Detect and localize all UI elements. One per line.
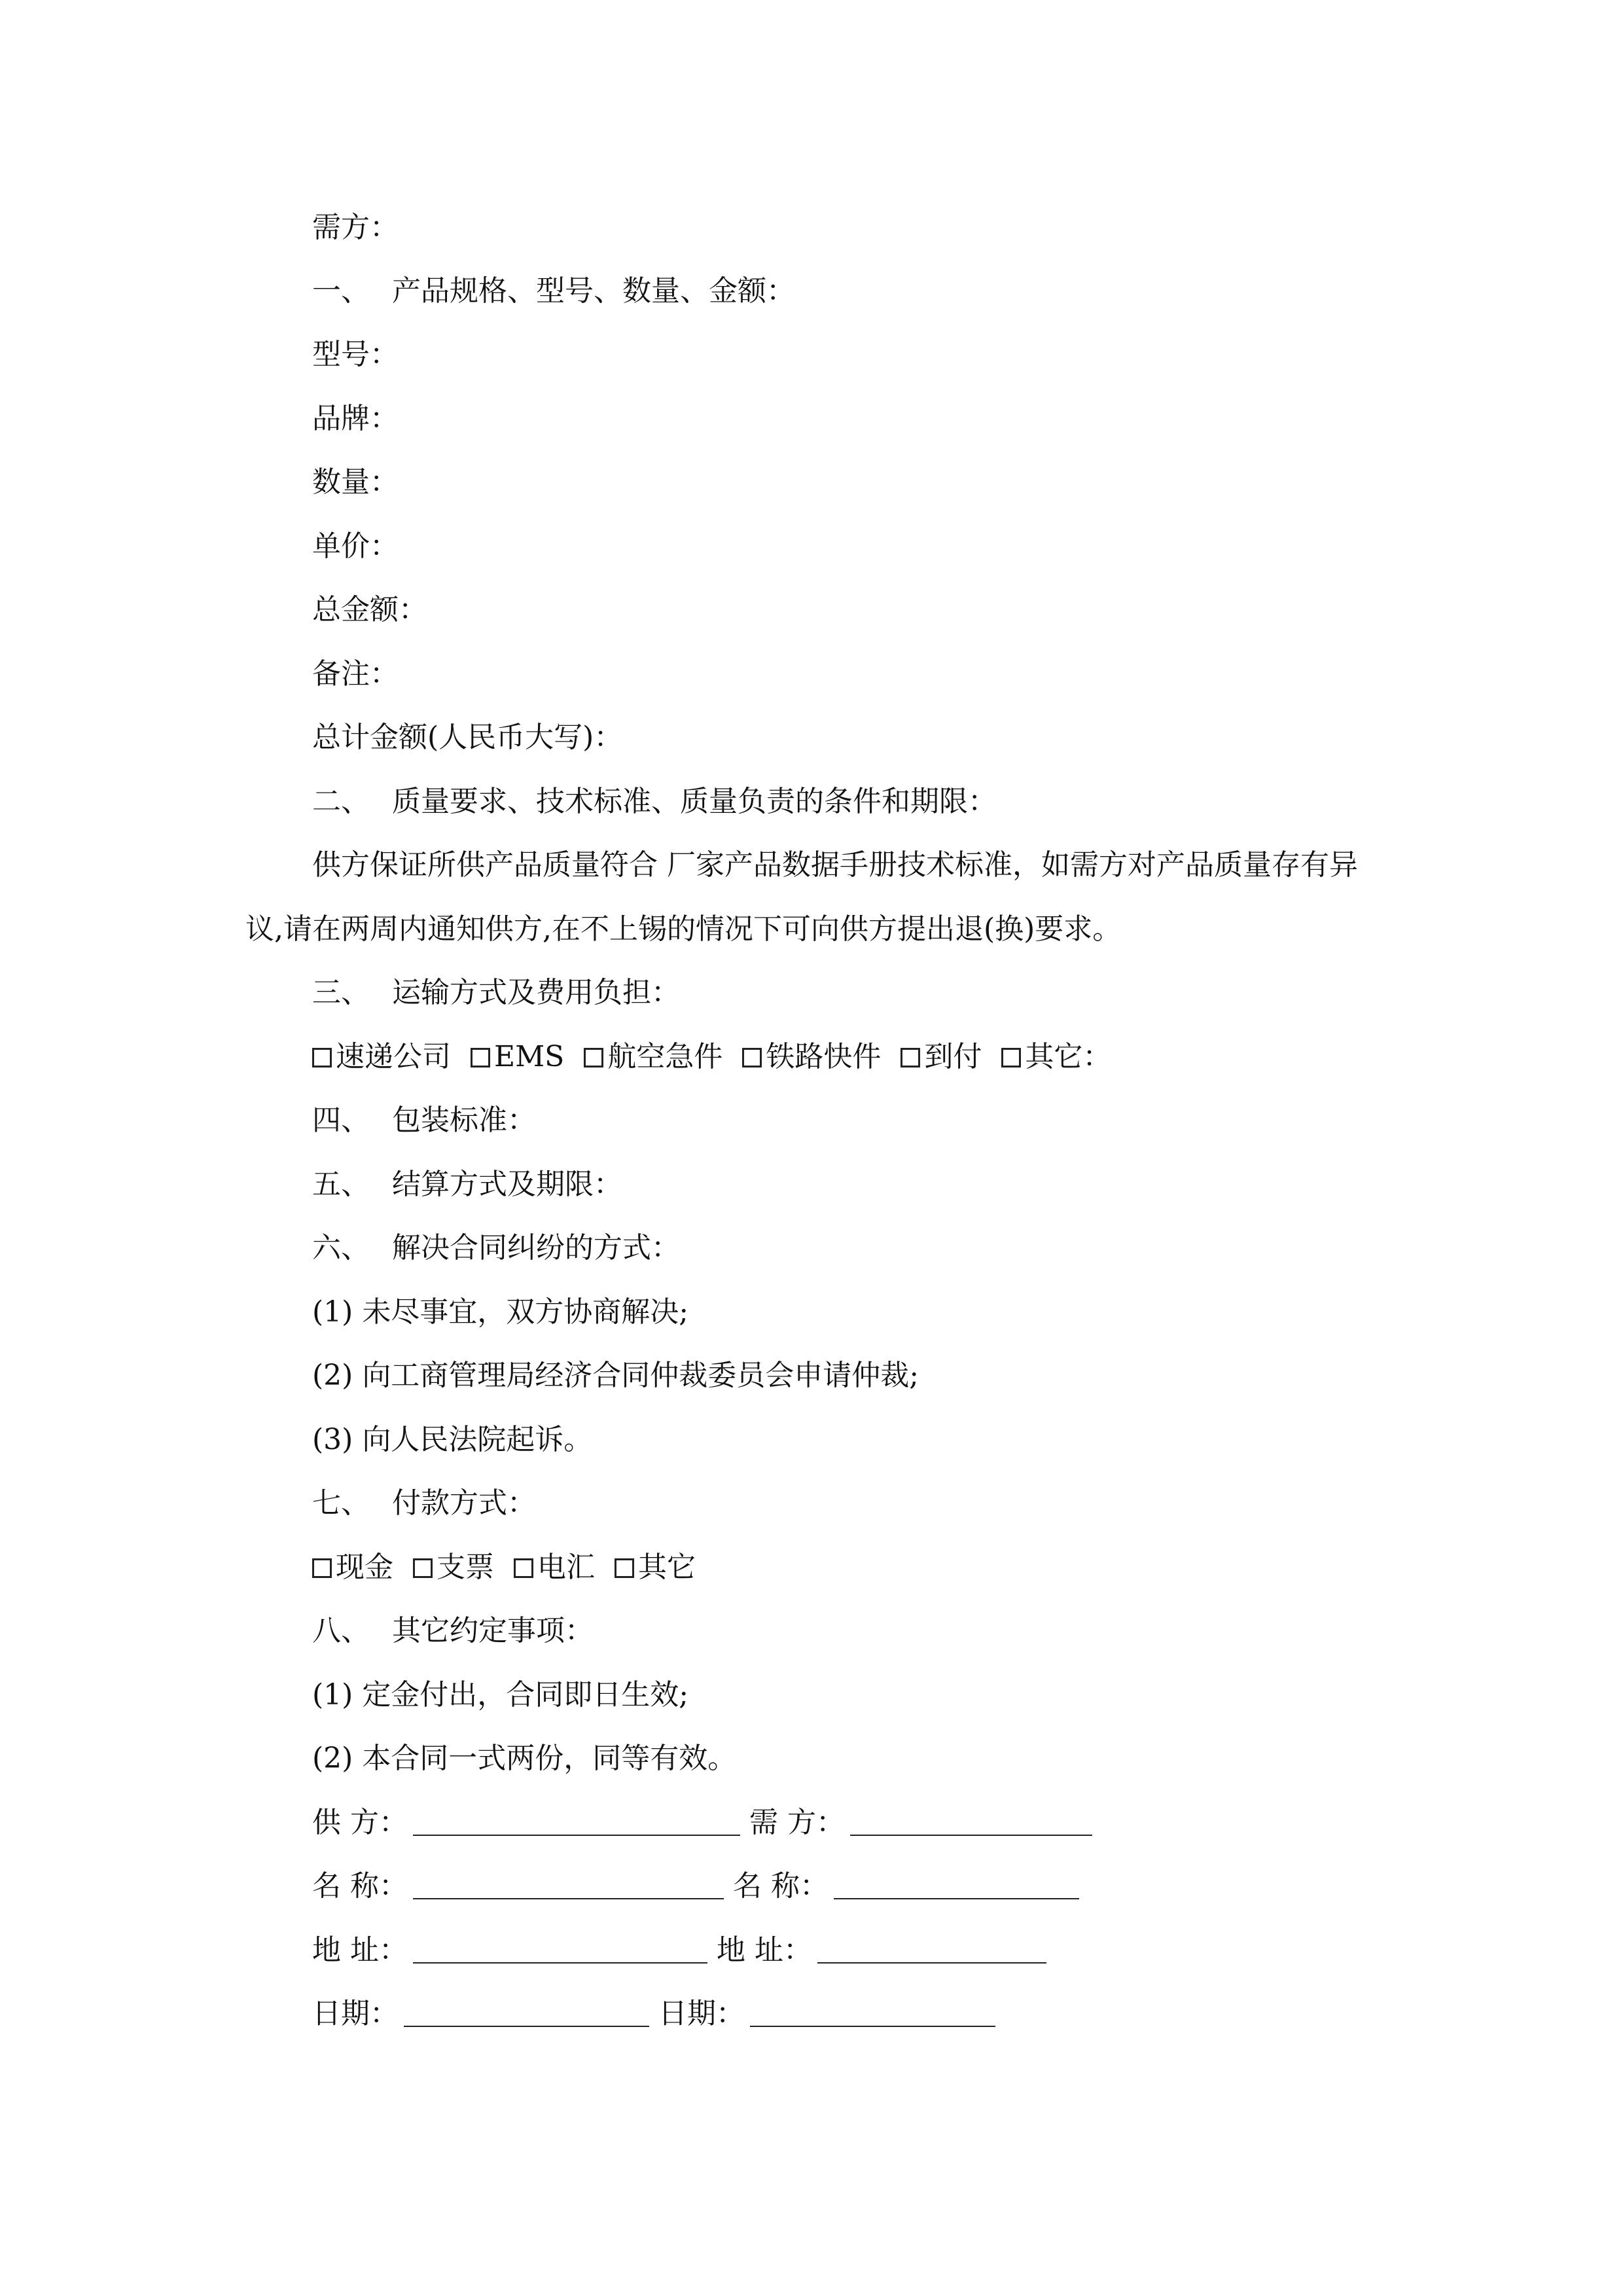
buyer-name-blank[interactable] (834, 1869, 1079, 1899)
dispute-item-1: (1) 未尽事宜，双方协商解决; (312, 1295, 689, 1329)
supplier-name-label: 名 称： (312, 1869, 408, 1903)
section-3-number: 三、 (312, 976, 370, 1009)
field-remarks: 备注： (312, 657, 399, 691)
section-8-title: 其它约定事项： (392, 1614, 594, 1647)
checkbox-icon[interactable] (312, 1048, 332, 1067)
buyer-date-blank[interactable] (750, 1997, 995, 2027)
field-unit-price: 单价： (312, 529, 399, 563)
section-2-number: 二、 (312, 785, 370, 818)
payment-option-cash[interactable]: 现金 (312, 1551, 393, 1584)
supplier-address-label: 地 址： (312, 1933, 408, 1967)
supplier-name-blank[interactable] (413, 1869, 724, 1899)
section-5-number: 五、 (312, 1168, 370, 1201)
field-quantity: 数量： (312, 465, 399, 499)
section-7-heading (312, 1484, 536, 1523)
checkbox-icon[interactable] (312, 1558, 332, 1578)
section-5-title: 结算方式及期限： (392, 1168, 622, 1201)
buyer-name-label: 名 称： (733, 1869, 829, 1903)
buyer-address-blank[interactable] (817, 1933, 1046, 1964)
buyer-line: 需方： (312, 211, 399, 244)
checkbox-icon[interactable] (742, 1048, 762, 1067)
section-2-heading (312, 782, 997, 821)
dispute-item-2: (2) 向工商管理局经济合同仲裁委员会申请仲裁; (312, 1359, 919, 1392)
field-brand: 品牌： (312, 402, 399, 435)
supplier-date-label: 日期： (312, 1997, 399, 2030)
other-item-2: (2) 本合同一式两份，同等有效。 (312, 1742, 737, 1775)
supplier-label: 供 方： (312, 1806, 408, 1839)
section-8-heading (312, 1611, 594, 1651)
buyer-label: 需 方： (749, 1806, 845, 1839)
payment-option-check[interactable]: 支票 (413, 1551, 494, 1584)
transport-option-courier[interactable]: 速递公司 (312, 1040, 451, 1073)
checkbox-icon[interactable] (901, 1048, 920, 1067)
transport-option-air-express[interactable]: 航空急件 (584, 1040, 722, 1073)
field-total-amount: 总金额： (312, 593, 427, 626)
section-3-heading (312, 973, 680, 1013)
buyer-blank[interactable] (850, 1806, 1092, 1836)
payment-options (312, 1548, 715, 1587)
supplier-address-blank[interactable] (413, 1933, 707, 1964)
section-7-title: 付款方式： (392, 1486, 536, 1520)
section-3-title: 运输方式及费用负担： (392, 976, 680, 1009)
section-6-number: 六、 (312, 1231, 370, 1265)
transport-option-other[interactable]: 其它： (1001, 1040, 1111, 1073)
signature-address-row (312, 1931, 1056, 1970)
section-1-heading (312, 272, 795, 311)
section-8-number: 八、 (312, 1614, 370, 1647)
checkbox-icon[interactable] (471, 1048, 490, 1067)
checkbox-icon[interactable] (514, 1558, 533, 1578)
signature-name-row (312, 1867, 1088, 1906)
payment-option-wire[interactable]: 电汇 (514, 1551, 595, 1584)
section-6-title: 解决合同纠纷的方式： (392, 1231, 680, 1265)
section-5-heading (312, 1165, 622, 1204)
checkbox-icon[interactable] (584, 1048, 603, 1067)
field-grand-total-rmb: 总计金额(人民币大写)： (312, 721, 623, 754)
checkbox-icon[interactable] (1001, 1048, 1021, 1067)
transport-option-rail-express[interactable]: 铁路快件 (742, 1040, 881, 1073)
quality-paragraph: 供方保证所供产品质量符合 厂家产品数据手册技术标准，如需方对产品质量存有异议,请在两周内通知供方,在不上锡的情况下可向供方提出退(换)要求。 (245, 848, 1358, 946)
supplier-date-blank[interactable] (404, 1997, 649, 2027)
field-model: 型号： (312, 338, 399, 371)
checkbox-icon[interactable] (615, 1558, 634, 1578)
transport-option-ems[interactable]: EMS (471, 1040, 564, 1073)
payment-option-other[interactable]: 其它 (615, 1551, 696, 1584)
signature-party-row (312, 1803, 1101, 1842)
section-6-heading (312, 1229, 680, 1268)
section-4-number: 四、 (312, 1103, 370, 1137)
section-1-title: 产品规格、型号、数量、金额： (392, 274, 795, 308)
section-4-heading (312, 1101, 536, 1140)
buyer-date-label: 日期： (658, 1997, 745, 2030)
section-2-title: 质量要求、技术标准、质量负责的条件和期限： (392, 785, 997, 818)
section-1-number: 一、 (312, 274, 370, 308)
buyer-address-label: 地 址： (717, 1933, 812, 1967)
transport-options (312, 1037, 1131, 1077)
dispute-item-3: (3) 向人民法院起诉。 (312, 1423, 593, 1456)
signature-date-row (312, 1994, 1005, 2034)
transport-option-cod[interactable]: 到付 (901, 1040, 982, 1073)
section-7-number: 七、 (312, 1486, 370, 1520)
other-item-1: (1) 定金付出，合同即日生效; (312, 1678, 689, 1712)
checkbox-icon[interactable] (413, 1558, 433, 1578)
section-4-title: 包装标准： (392, 1103, 536, 1137)
supplier-blank[interactable] (413, 1806, 740, 1836)
